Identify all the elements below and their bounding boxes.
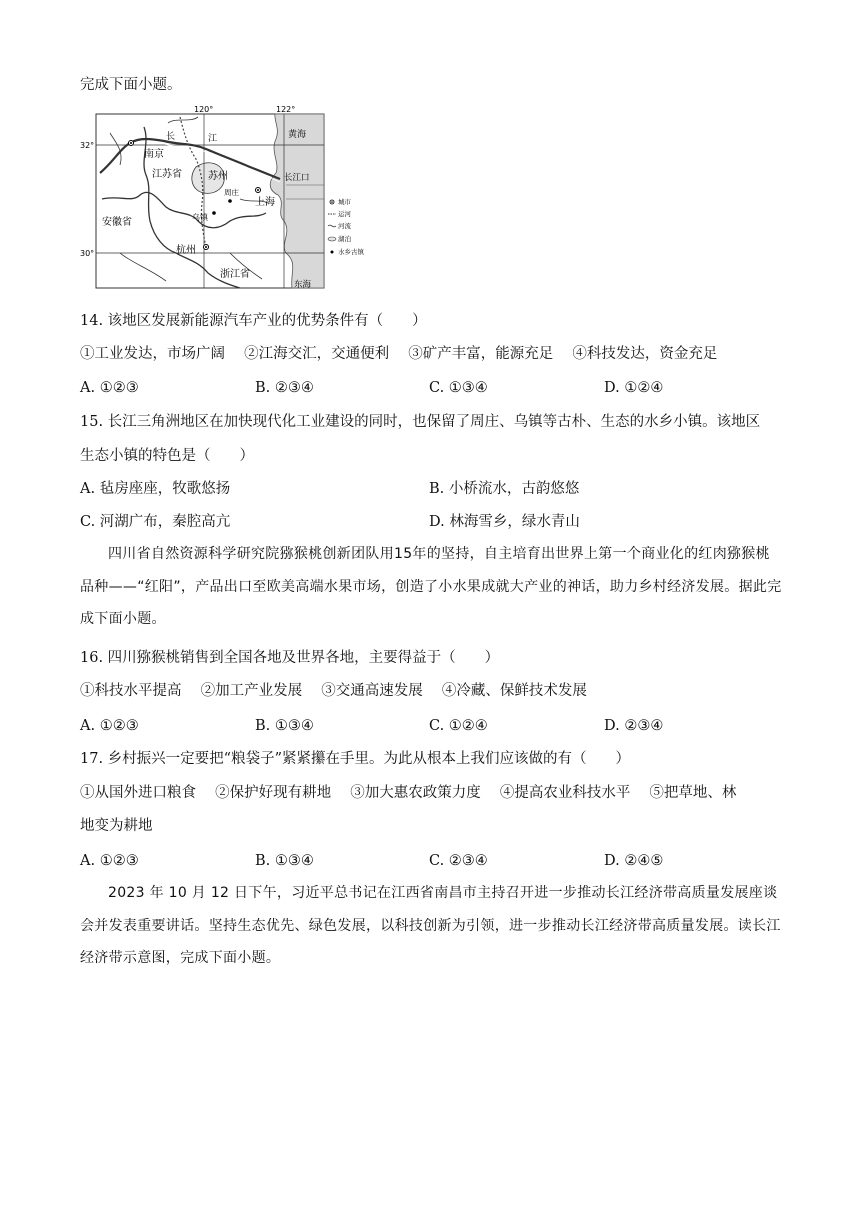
- q15-option-a[interactable]: A. 毡房座座，牧歌悠扬: [80, 481, 231, 497]
- lat-label-32: 32°: [80, 141, 95, 150]
- q15-stem-line1: 15. 长江三角洲地区在加快现代化工业建设的同时，也保留了周庄、乌镇等古朴、生态的水乡小镇。该地区: [80, 414, 761, 430]
- q14-items: ①工业发达，市场广阔 ②江海交汇，交通便利 ③矿产丰富，能源充足 ④科技发达，资金充足: [80, 346, 718, 362]
- q14-option-d[interactable]: D. ①②④: [604, 380, 664, 396]
- q17-stem: 17. 乡村振兴一定要把“粮袋子”紧紧攥在手里。为此从根本上我们应该做的有（ ）: [80, 751, 630, 767]
- town-marker-zhouzhuang: [228, 199, 232, 203]
- label-zhouzhuang: 周庄: [224, 188, 239, 197]
- q17-option-c[interactable]: C. ②③④: [429, 853, 488, 869]
- legend-canal: 运河: [338, 210, 351, 218]
- label-zhejiang: 浙江省: [220, 269, 250, 280]
- q17-option-a[interactable]: A. ①②③: [80, 853, 139, 869]
- passage-yangtze-economic-belt: 2023 年 10 月 12 日下午，习近平总书记在江西省南昌市主持召开进一步推动长江经济带高质量发展座谈会并发表重要讲话。坚持生态优先、绿色发展，以科技创新为引领，进一步推动长江经济带高质量发展。读长江经济带示意图，完成下面小题。: [80, 885, 781, 966]
- q14-option-c[interactable]: C. ①③④: [429, 380, 488, 396]
- intro-text: 完成下面小题。: [80, 77, 182, 93]
- lon-label-122: 122°: [276, 105, 296, 114]
- q15-stem-line2: 生态小镇的特色是（ ）: [80, 448, 254, 464]
- legend-water-town: 水乡古镇: [338, 248, 364, 256]
- label-jiang: 江: [208, 134, 218, 144]
- q16-option-c[interactable]: C. ①②④: [429, 718, 488, 734]
- label-jiangsu: 江苏省: [152, 169, 182, 180]
- q15-option-d[interactable]: D. 林海雪乡，绿水青山: [429, 514, 580, 530]
- legend-lake: 湖泊: [338, 235, 351, 243]
- label-changjiangkou: 长江口: [284, 173, 310, 183]
- q17-items-line1: ①从国外进口粮食 ②保护好现有耕地 ③加大惠农政策力度 ④提高农业科技水平 ⑤把草地、林: [80, 785, 737, 801]
- map-legend: [328, 197, 365, 256]
- q17-items-line2: 地变为耕地: [80, 818, 153, 834]
- label-huanghai: 黄海: [288, 130, 307, 140]
- lat-label-30: 30°: [80, 249, 95, 258]
- q14-option-b[interactable]: B. ②③④: [255, 380, 314, 396]
- label-anhui: 安徽省: [102, 217, 132, 228]
- q17-option-d[interactable]: D. ②④⑤: [604, 853, 664, 869]
- label-nanjing: 南京: [144, 149, 164, 160]
- q16-option-a[interactable]: A. ①②③: [80, 718, 139, 734]
- label-shanghai: 上海: [255, 197, 275, 208]
- q14-option-a[interactable]: A. ①②③: [80, 380, 139, 396]
- legend-river: 河流: [338, 222, 351, 230]
- passage-kiwi: 四川省自然资源科学研究院猕猴桃创新团队用15年的坚持，自主培育出世界上第一个商业化的红肉猕猴桃品种——“红阳”，产品出口至欧美高端水果市场，创造了小水果成就大产业的神话，助力乡村经济发展。据此完成下面小题。: [80, 546, 782, 627]
- q16-option-d[interactable]: D. ②③④: [604, 718, 664, 734]
- q16-option-b[interactable]: B. ①③④: [255, 718, 314, 734]
- q16-stem: 16. 四川猕猴桃销售到全国各地及世界各地，主要得益于（ ）: [80, 650, 500, 666]
- q16-items: ①科技水平提高 ②加工产业发展 ③交通高速发展 ④冷藏、保鲜技术发展: [80, 683, 587, 699]
- q14-stem: 14. 该地区发展新能源汽车产业的优势条件有（ ）: [80, 313, 427, 329]
- lon-label-120: 120°: [194, 105, 214, 114]
- q17-option-b[interactable]: B. ①③④: [255, 853, 314, 869]
- q15-option-c[interactable]: C. 河湖广布，秦腔高亢: [80, 514, 231, 530]
- yangtze-delta-map: [80, 103, 380, 293]
- town-marker-wuzhen: [212, 211, 216, 215]
- label-chang: 长: [166, 132, 176, 142]
- q15-option-b[interactable]: B. 小桥流水，古韵悠悠: [429, 481, 580, 497]
- label-donghai: 东海: [294, 280, 312, 290]
- label-suzhou: 苏州: [208, 171, 228, 182]
- label-wuzhen: 乌镇: [192, 213, 208, 222]
- label-hangzhou: 杭州: [176, 245, 196, 256]
- legend-city: 城市: [338, 198, 351, 206]
